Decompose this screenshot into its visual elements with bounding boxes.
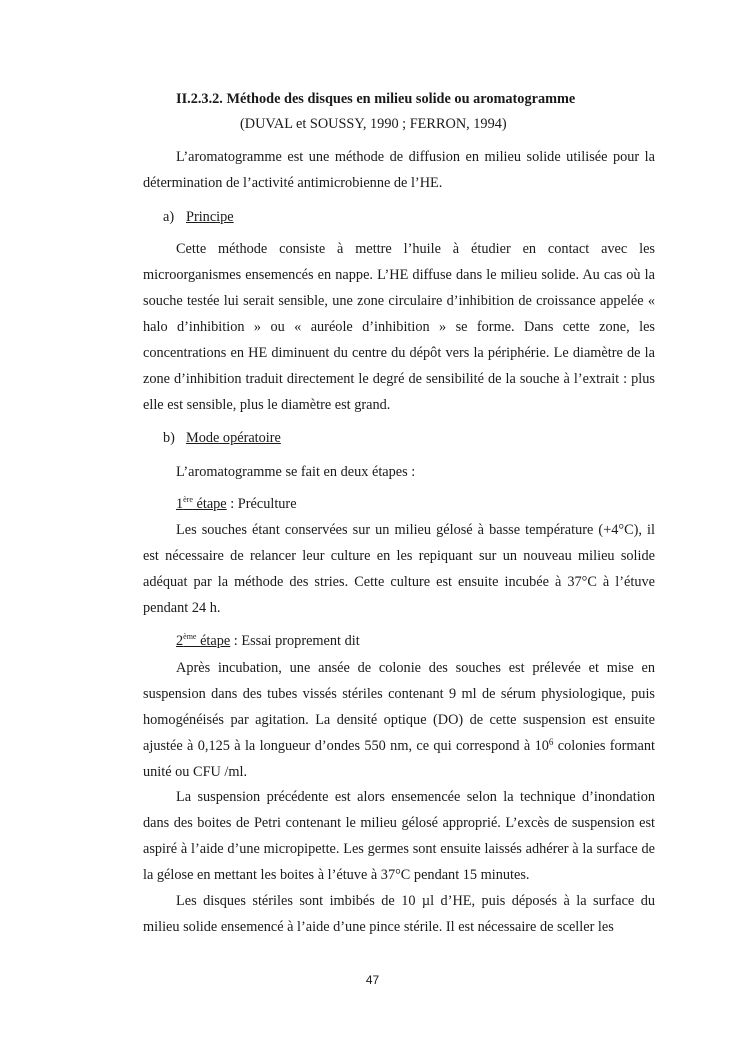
stage-ordinal: ère	[183, 495, 193, 504]
citation: (DUVAL et SOUSSY, 1990 ; FERRON, 1994)	[240, 116, 507, 132]
subsection-title: Mode opératoire	[186, 430, 281, 446]
stage-word: étape	[200, 633, 231, 649]
stage-1-paragraph: Les souches étant conservées sur un milieu gélosé à basse température (+4°C), il est nécessaire de relancer leur culture en les repiquant sur un nouveau milieu solide adéquat par la méthode des stries. Cette culture est ensuite incubée à 37°C à l’étuve pendant 24 h.	[143, 522, 655, 616]
section-heading: II.2.3.2. Méthode des disques en milieu solide ou aromatogramme	[176, 91, 576, 107]
stage-2-exponent: 6	[548, 737, 554, 747]
subsection-title: Principe	[186, 209, 234, 225]
intro-paragraph: L’aromatogramme est une méthode de diffusion en milieu solide utilisée pour la détermination de l’activité antimicrobienne de l’HE.	[143, 149, 655, 191]
stage-title: : Essai proprement dit	[230, 633, 360, 649]
stage-2-paragraph	[143, 655, 655, 785]
subsection-label: b)	[163, 430, 175, 446]
stage-number: 2	[176, 633, 184, 649]
page-number: 47	[365, 973, 380, 987]
steps-intro: L’aromatogramme se fait en deux étapes :	[176, 464, 416, 480]
suspension-paragraph: La suspension précédente est alors ensemencée selon la technique d’inondation dans des boites de Petri contenant le milieu gélosé approprié. L’excès de suspension est aspiré à l’aide d’une micropipette. Les germes sont ensuite laissés adhérer à la surface de la gélose en mettant les boites à l’étuve à 37°C pendant 15 minutes.	[143, 789, 655, 883]
disques-paragraph: Les disques stériles sont imbibés de 10 µl d’HE, puis déposés à la surface du milieu solide ensemencé à l’aide d’une pince stérile. Il est nécessaire de sceller les	[143, 893, 655, 935]
subsection-mode-operatoire	[143, 426, 675, 450]
stage-2-text-b: colonies formant unité ou CFU /ml.	[143, 738, 655, 780]
stage-2-text-a: Après incubation, une ansée de colonie des souches est prélevée et mise en suspension dans des tubes vissés stériles contenant 9 ml de sérum physiologique, puis homogénéisés par agitation. La densité optique (DO) de cette suspension est ensuite ajustée à 0,125 à la longueur d’ondes 550 nm, ce qui correspond à 10	[143, 660, 655, 754]
stage-word: étape	[196, 496, 227, 512]
stage-1-heading	[143, 492, 688, 516]
stage-ordinal: ème	[183, 632, 197, 641]
principe-paragraph: Cette méthode consiste à mettre l’huile à étudier en contact avec les microorganismes ensemencés en nappe. L’HE diffuse dans le milieu solide. Au cas où la souche testée lui serait sensible, une zone circulaire d’inhibition de croissance appelée « halo d’inhibition » ou « auréole d’inhibition » se forme. Dans cette zone, les concentrations en HE diminuent du centre du dépôt vers la périphérie. Le diamètre de la zone d’inhibition traduit directement le degré de sensibilité de la souche à l’extrait : plus elle est sensible, plus le diamètre est grand.	[143, 241, 655, 413]
stage-2-heading	[143, 629, 688, 653]
subsection-label: a)	[163, 209, 175, 225]
stage-number: 1	[176, 496, 184, 512]
stage-title: : Préculture	[226, 496, 297, 512]
subsection-principe	[143, 205, 675, 229]
